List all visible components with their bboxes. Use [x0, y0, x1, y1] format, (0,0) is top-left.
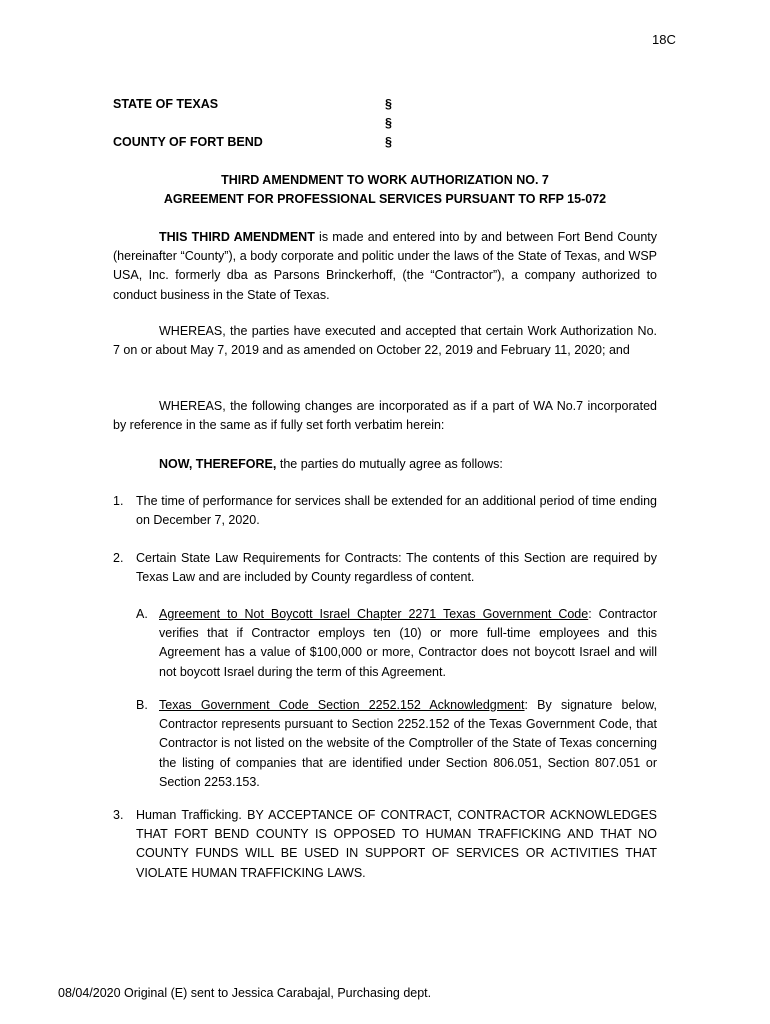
- whereas-paragraph-1: WHEREAS, the parties have executed and accepted that certain Work Authorization No. 7 on or about May 7, 2019 and as amended on October 22, 2019 and February 11, 2020; and: [113, 324, 657, 358]
- now-therefore-lead: NOW, THEREFORE,: [159, 457, 277, 471]
- title-line-1: THIRD AMENDMENT TO WORK AUTHORIZATION NO. 7: [221, 173, 549, 187]
- whereas-paragraph-2: WHEREAS, the following changes are incorporated as if a part of WA No.7 incorporated by reference in the same as if fully set forth verbatim herein:: [113, 399, 657, 433]
- section-symbol: §: [385, 116, 392, 130]
- sub-item-heading: Texas Government Code Section 2252.152 Acknowledgment: [159, 698, 525, 712]
- list-item: [113, 549, 657, 587]
- now-therefore-paragraph: [113, 455, 657, 474]
- state-label: STATE OF TEXAS: [113, 97, 219, 111]
- item-text: The time of performance for services shall be extended for an additional period of time ending on December 7, 2020.: [136, 494, 657, 528]
- item-text: Human Trafficking. BY ACCEPTANCE OF CONTRACT, CONTRACTOR ACKNOWLEDGES THAT FORT BEND COUNTY IS OPPOSED TO HUMAN TRAFFICKING AND THAT NO COUNTY FUNDS WILL BE USED IN SUPPORT OF SERVICES OR ACTIVITIES THAT VIOLATE HUMAN TRAFFICKING LAWS.: [136, 808, 657, 880]
- title-line-2: AGREEMENT FOR PROFESSIONAL SERVICES PURSUANT TO RFP 15-072: [163, 192, 607, 206]
- item-text: Certain State Law Requirements for Contracts: The contents of this Section are required by Texas Law and are included by County regardless of content.: [136, 551, 657, 585]
- item-number: 3.: [113, 808, 124, 822]
- item-number: 2.: [113, 551, 124, 565]
- sub-item-text: : By signature below, Contractor represents pursuant to Section 2252.152 of the Texas Government Code, that Contractor is not listed on the website of the Comptroller of the State of Texas concerning the listing of companies that are identified under Section 806.051, Section 807.051 or Section 2253.153.: [159, 698, 657, 789]
- sub-item-letter: B.: [136, 698, 148, 712]
- list-item: [113, 806, 657, 883]
- document-title: [113, 171, 657, 209]
- sub-item-letter: A.: [136, 607, 148, 621]
- sub-list-item: [136, 605, 657, 682]
- now-therefore-text: the parties do mutually agree as follows:: [276, 457, 503, 471]
- case-caption: [113, 95, 413, 152]
- intro-text: is made and entered into by and between Fort Bend County (hereinafter “County”), a body corporate and politic under the laws of the State of Texas, and WSP USA, Inc. formerly dba as Parsons Brinckerhoff, (the “Contractor”), a company authorized to conduct business in the State of Texas.: [113, 230, 658, 302]
- footer-note: 08/04/2020 Original (E) sent to Jessica Carabajal, Purchasing dept.: [58, 986, 432, 1000]
- item-number: 1.: [113, 494, 124, 508]
- page-number: 18C: [652, 32, 676, 47]
- intro-paragraph: [113, 228, 657, 305]
- intro-lead: THIS THIRD AMENDMENT: [159, 230, 315, 244]
- list-item: [113, 492, 657, 530]
- section-symbol: §: [385, 97, 392, 111]
- sub-list-item: [136, 696, 657, 792]
- section-symbol: §: [385, 135, 392, 149]
- county-label: COUNTY OF FORT BEND: [113, 135, 263, 149]
- sub-item-text: : Contractor verifies that if Contractor employs ten (10) or more full-time employees and this Agreement has a value of $100,000 or more, Contractor does not boycott Israel and will not boycott Israel during the term of this Agreement.: [159, 607, 657, 679]
- sub-item-heading: Agreement to Not Boycott Israel Chapter 2271 Texas Government Code: [159, 607, 589, 621]
